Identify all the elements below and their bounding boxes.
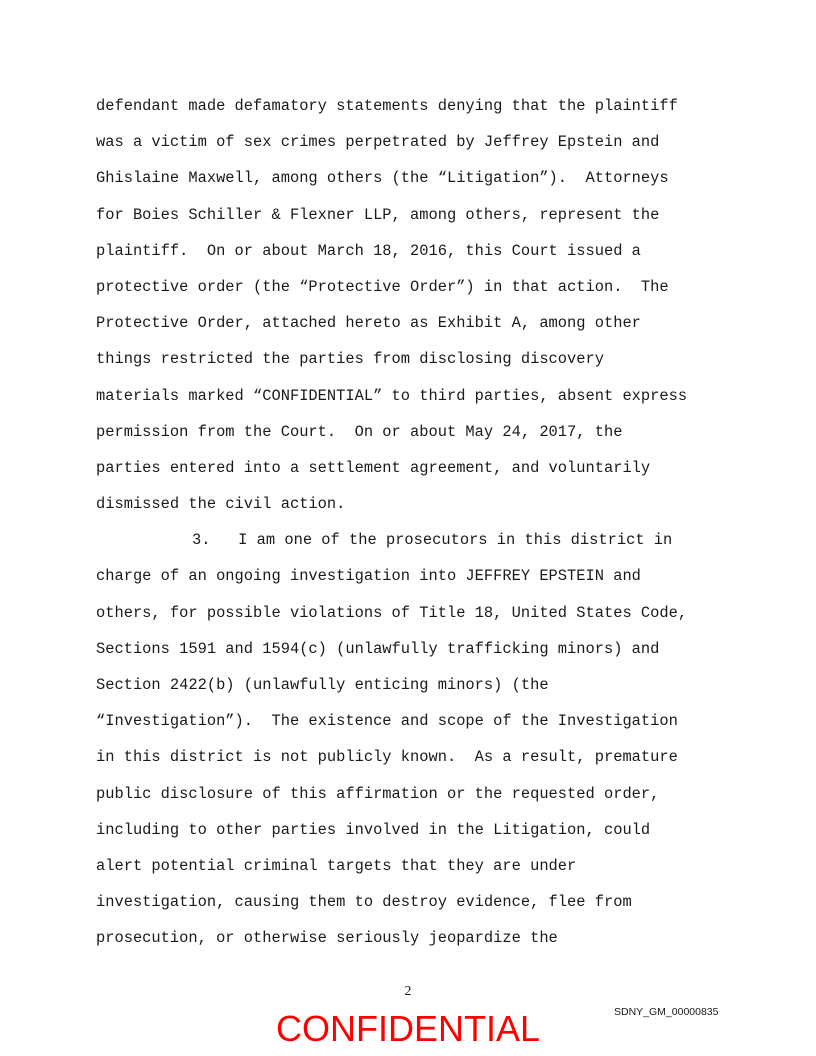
text-line: defendant made defamatory statements denying that the plaintiff (96, 97, 678, 115)
text-line: Ghislaine Maxwell, among others (the “Litigation”). Attorneys (96, 169, 669, 188)
text-line: Protective Order, attached hereto as Exhibit A, among other (96, 314, 641, 333)
confidential-stamp: CONFIDENTIAL (275, 1008, 541, 1049)
text-line: for Boies Schiller & Flexner LLP, among others, represent the (96, 205, 660, 224)
text-line: charge of an ongoing investigation into JEFFREY EPSTEIN and (96, 567, 641, 586)
text-line: permission from the Court. On or about May 24, 2017, the (96, 422, 623, 441)
text-line: alert potential criminal targets that they are under (96, 856, 577, 875)
text-line: things restricted the parties from disclosing discovery (96, 350, 604, 369)
text-line: others, for possible violations of Title 18, United States Code, (96, 603, 688, 622)
page-number: 2 (404, 984, 412, 999)
text-line: public disclosure of this affirmation or the requested order, (96, 784, 660, 803)
text-line: parties entered into a settlement agreement, and voluntarily (96, 458, 651, 477)
bates-number: SDNY_GM_00000835 (614, 1006, 719, 1018)
text-line: Sections 1591 and 1594(c) (unlawfully trafficking minors) and (96, 639, 660, 658)
text-line: Section 2422(b) (unlawfully enticing minors) (the (96, 676, 549, 694)
document-body (96, 88, 736, 957)
text-line: materials marked “CONFIDENTIAL” to third parties, absent express (96, 386, 688, 405)
text-line: plaintiff. On or about March 18, 2016, this Court issued a (96, 241, 641, 260)
text-line: in this district is not publicly known. As a result, premature (96, 748, 678, 767)
text-line: investigation, causing them to destroy evidence, flee from (96, 893, 632, 912)
text-line: was a victim of sex crimes perpetrated by Jeffrey Epstein and (96, 133, 660, 152)
text-line: including to other parties involved in the Litigation, could (96, 820, 651, 839)
text-line: prosecution, or otherwise seriously jeopardize the (96, 929, 558, 948)
text-line: protective order (the “Protective Order”) in that action. The (96, 277, 669, 296)
text-line: dismissed the civil action. (96, 495, 346, 514)
paragraph-3-first-line: 3. I am one of the prosecutors in this district in (192, 531, 673, 550)
text-line: “Investigation”). The existence and scope of the Investigation (96, 712, 678, 731)
